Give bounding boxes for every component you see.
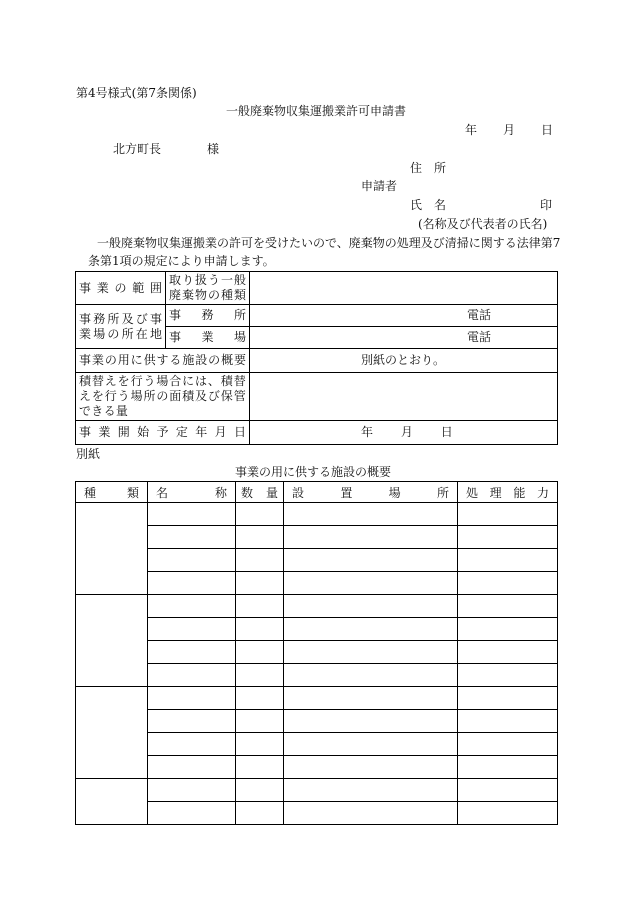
capacity-cell[interactable] xyxy=(458,664,558,687)
attachment-label: 別紙 xyxy=(76,447,101,461)
table-row xyxy=(76,710,558,733)
attachment-title: 事業の用に供する施設の概要 xyxy=(235,465,392,479)
capacity-cell[interactable] xyxy=(458,503,558,526)
transfer-row xyxy=(76,373,558,421)
date-year-label: 年 xyxy=(465,123,478,137)
location-cell[interactable] xyxy=(284,526,458,549)
capacity-cell[interactable] xyxy=(458,526,558,549)
table-row xyxy=(76,641,558,664)
application-form-table xyxy=(75,271,558,445)
location-cell[interactable] xyxy=(284,503,458,526)
table-row xyxy=(76,756,558,779)
name-cell[interactable] xyxy=(148,641,236,664)
column-quantity: 数量 xyxy=(236,482,284,503)
type-cell[interactable] xyxy=(76,687,148,779)
document-title: 一般廃棄物収集運搬業許可申請書 xyxy=(226,104,407,118)
capacity-cell[interactable] xyxy=(458,641,558,664)
column-capacity: 処理能力 xyxy=(458,482,558,503)
location-label: 事務所及び事業場の所在地 xyxy=(76,305,166,349)
intro-text-line2: 条第1項の規定により申請します。 xyxy=(88,254,275,268)
name-cell[interactable] xyxy=(148,733,236,756)
name-cell[interactable] xyxy=(148,664,236,687)
name-cell[interactable] xyxy=(148,595,236,618)
honorific: 様 xyxy=(207,142,220,156)
name-cell[interactable] xyxy=(148,756,236,779)
quantity-cell[interactable] xyxy=(236,687,284,710)
capacity-cell[interactable] xyxy=(458,802,558,825)
type-cell[interactable] xyxy=(76,779,148,825)
type-cell[interactable] xyxy=(76,595,148,687)
quantity-cell[interactable] xyxy=(236,802,284,825)
table-row xyxy=(76,618,558,641)
capacity-cell[interactable] xyxy=(458,756,558,779)
office-row xyxy=(76,305,558,327)
capacity-cell[interactable] xyxy=(458,779,558,802)
start-month-label: 月 xyxy=(400,425,413,439)
office-phone-label: 電話 xyxy=(467,308,492,322)
location-cell[interactable] xyxy=(284,618,458,641)
scope-label: 事業の範囲 xyxy=(76,272,166,305)
quantity-cell[interactable] xyxy=(236,733,284,756)
location-cell[interactable] xyxy=(284,779,458,802)
start-year-label: 年 xyxy=(361,425,374,439)
column-location: 設置場所 xyxy=(284,482,458,503)
scope-row xyxy=(76,272,558,305)
intro-text-line1: 一般廃棄物収集運搬業の許可を受けたいので、廃棄物の処理及び清掃に関する法律第7 xyxy=(97,236,561,250)
location-cell[interactable] xyxy=(284,756,458,779)
facility-row xyxy=(76,349,558,373)
facility-value xyxy=(250,349,558,373)
addressee: 北方町長 xyxy=(113,142,162,156)
location-cell[interactable] xyxy=(284,733,458,756)
name-cell[interactable] xyxy=(148,618,236,641)
name-cell[interactable] xyxy=(148,779,236,802)
facility-table-header xyxy=(76,482,558,503)
location-cell[interactable] xyxy=(284,595,458,618)
table-row xyxy=(76,687,558,710)
capacity-cell[interactable] xyxy=(458,549,558,572)
start-day-label: 日 xyxy=(440,425,453,439)
quantity-cell[interactable] xyxy=(236,641,284,664)
name-note: (名称及び代表者の氏名) xyxy=(418,217,548,231)
quantity-cell[interactable] xyxy=(236,710,284,733)
table-row xyxy=(76,802,558,825)
name-cell[interactable] xyxy=(148,710,236,733)
quantity-cell[interactable] xyxy=(236,756,284,779)
facility-value-text: 別紙のとおり。 xyxy=(361,353,446,367)
name-cell[interactable] xyxy=(148,503,236,526)
office-label: 事務所 xyxy=(166,305,250,327)
type-cell[interactable] xyxy=(76,503,148,595)
waste-type-label: 取り扱う一般廃棄物の種類 xyxy=(166,272,250,305)
table-row xyxy=(76,664,558,687)
facility-table xyxy=(75,481,558,825)
quantity-cell[interactable] xyxy=(236,549,284,572)
quantity-cell[interactable] xyxy=(236,664,284,687)
site-phone-label: 電話 xyxy=(467,330,492,344)
capacity-cell[interactable] xyxy=(458,710,558,733)
date-day-label: 日 xyxy=(541,123,554,137)
waste-type-value[interactable] xyxy=(250,272,558,305)
table-row xyxy=(76,733,558,756)
name-cell[interactable] xyxy=(148,572,236,595)
applicant-label: 申請者 xyxy=(361,179,398,193)
start-date-value[interactable] xyxy=(250,421,558,445)
quantity-cell[interactable] xyxy=(236,503,284,526)
name-cell[interactable] xyxy=(148,687,236,710)
location-cell[interactable] xyxy=(284,802,458,825)
location-cell[interactable] xyxy=(284,641,458,664)
site-label: 事業場 xyxy=(166,327,250,349)
start-date-label: 事業開始予定年月日 xyxy=(76,421,250,445)
table-row xyxy=(76,526,558,549)
capacity-cell[interactable] xyxy=(458,572,558,595)
date-month-label: 月 xyxy=(503,123,516,137)
transfer-label: 積替えを行う場合には、積替えを行う場所の面積及び保管できる量 xyxy=(76,373,250,421)
start-date-row xyxy=(76,421,558,445)
quantity-cell[interactable] xyxy=(236,618,284,641)
location-cell[interactable] xyxy=(284,710,458,733)
transfer-value[interactable] xyxy=(250,373,558,421)
name-cell[interactable] xyxy=(148,802,236,825)
seal-mark: 印 xyxy=(540,198,553,212)
quantity-cell[interactable] xyxy=(236,595,284,618)
column-name: 名称 xyxy=(148,482,236,503)
location-cell[interactable] xyxy=(284,549,458,572)
capacity-cell[interactable] xyxy=(458,618,558,641)
form-number: 第4号様式(第7条関係) xyxy=(76,86,197,100)
quantity-cell[interactable] xyxy=(236,572,284,595)
location-cell[interactable] xyxy=(284,572,458,595)
name-cell[interactable] xyxy=(148,549,236,572)
location-cell[interactable] xyxy=(284,687,458,710)
facility-label: 事業の用に供する施設の概要 xyxy=(76,349,250,373)
quantity-cell[interactable] xyxy=(236,779,284,802)
quantity-cell[interactable] xyxy=(236,526,284,549)
table-row xyxy=(76,779,558,802)
name-cell[interactable] xyxy=(148,526,236,549)
capacity-cell[interactable] xyxy=(458,595,558,618)
site-value[interactable] xyxy=(250,327,558,349)
table-row xyxy=(76,549,558,572)
capacity-cell[interactable] xyxy=(458,687,558,710)
address-label: 住 所 xyxy=(410,161,447,175)
name-label: 氏 名 xyxy=(410,198,447,212)
location-cell[interactable] xyxy=(284,664,458,687)
capacity-cell[interactable] xyxy=(458,733,558,756)
office-value[interactable] xyxy=(250,305,558,327)
table-row xyxy=(76,572,558,595)
table-row xyxy=(76,595,558,618)
column-type: 種類 xyxy=(76,482,148,503)
table-row xyxy=(76,503,558,526)
